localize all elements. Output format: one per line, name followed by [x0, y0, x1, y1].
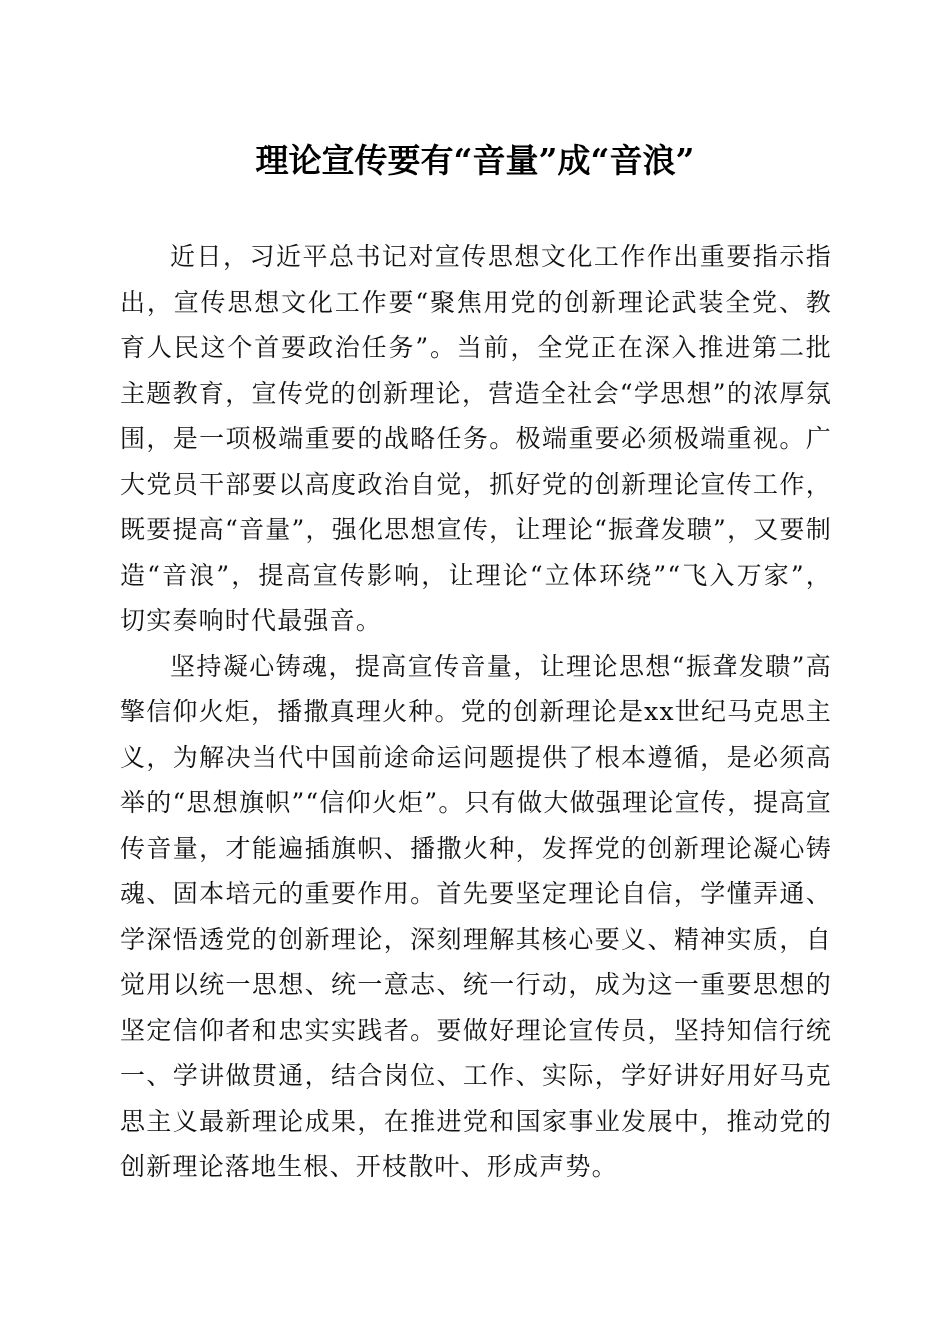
- paragraph-2: 坚持凝心铸魂，提高宣传音量，让理论思想“振聋发聩”高擎信仰火炬，播撒真理火种。党的创新理论是xx世纪马克思主义，为解决当代中国前途命运问题提供了根本遵循，是必须高举的“思想旗帜”“信仰火炬”。只有做大做强理论宣传，提高宣传音量，才能遍插旗帜、播撒火种，发挥党的创新理论凝心铸魂、固本培元的重要作用。首先要坚定理论自信，学懂弄通、学深悟透党的创新理论，深刻理解其核心要义、精神实质，自觉用以统一思想、统一意志、统一行动，成为这一重要思想的坚定信仰者和忠实实践者。要做好理论宣传员，坚持知信行统一、学讲做贯通，结合岗位、工作、实际，学好讲好用好马克思主义最新理论成果，在推进党和国家事业发展中，推动党的创新理论落地生根、开枝散叶、形成声势。: [120, 651, 832, 1181]
- paragraph-1: 近日，习近平总书记对宣传思想文化工作作出重要指示指出，宣传思想文化工作要“聚焦用党的创新理论武装全党、教育人民这个首要政治任务”。当前，全党正在深入推进第二批主题教育，宣传党的创新理论，营造全社会“学思想”的浓厚氛围，是一项极端重要的战略任务。极端重要必须极端重视。广大党员干部要以高度政治自觉，抓好党的创新理论宣传工作，既要提高“音量”，强化思想宣传，让理论“振聋发聩”，又要制造“音浪”，提高宣传影响，让理论“立体环绕”“飞入万家”，切实奏响时代最强音。: [120, 242, 832, 635]
- document-title: 理论宣传要有“音量”成“音浪”: [255, 141, 695, 180]
- document-body: [120, 234, 832, 1190]
